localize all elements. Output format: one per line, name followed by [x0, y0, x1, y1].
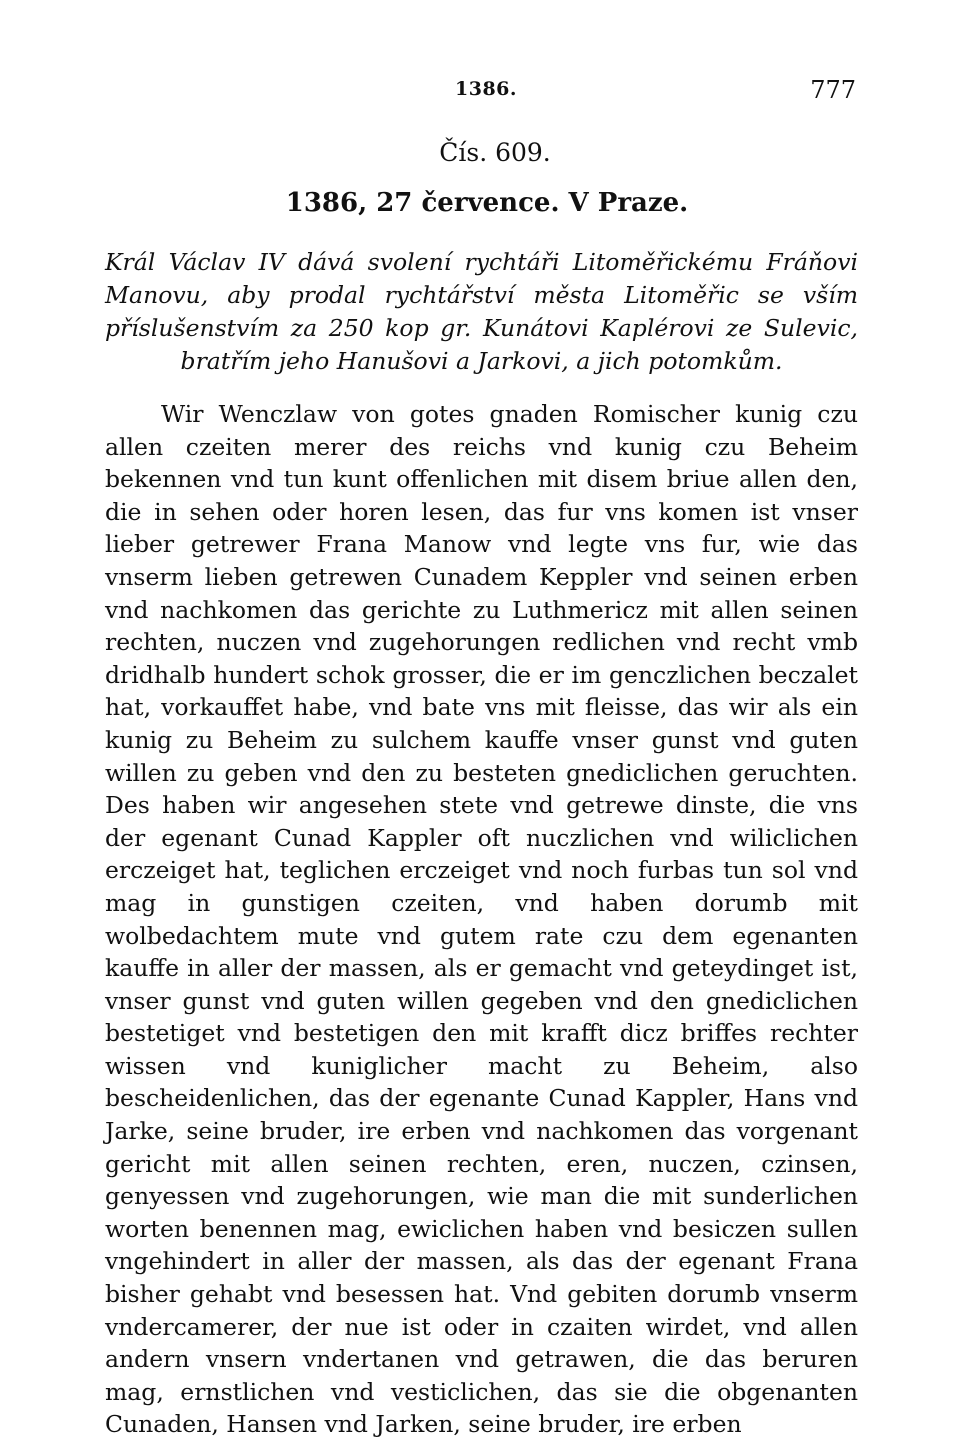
running-header-year: 1386. — [455, 78, 517, 100]
document-number: Čís. 609. — [439, 138, 551, 167]
document-body-text: Wir Wenczlaw von gotes gnaden Romischer kunig czu allen czeiten merer des reichs vnd kunig czu Beheim bekennen vnd tun kunt offenlichen mit disem briue allen den, die in sehen oder horen lesen, das fur vns komen ist vnser lieber getrewer Frana Manow vnd legte vns fur, wie das vnserm lieben getrewen Cunadem Keppler vnd seinen erben vnd nachkomen das gerichte zu Luthmericz mit allen seinen rechten, nuczen vnd zugehorungen redlichen vnd recht vmb dridhalb hundert schok grosser, die er im genczlichen beczalet hat, vorkauffet habe, vnd bate vns mit fleisse, das wir als ein kunig zu Beheim zu sulchem kauffe vnser gunst vnd guten willen zu geben vnd den zu besteten gnediclichen geruchten. Des haben wir angesehen stete vnd getrewe dinste, die vns der egenant Cunad Kappler oft nuczlichen vnd wiliclichen erczeiget hat, teglichen erczeiget vnd noch furbas tun sol vnd mag in gunstigen czeiten, vnd haben dorumb mit wolbedachtem mute vnd gutem rate czu dem egenanten kauffe in aller der massen, als er gemacht vnd geteydinget ist, vnser gunst vnd guten willen gegeben vnd den gnediclichen bestetiget vnd bestetigen den mit krafft dicz briffes rechter wissen vnd kuniglicher macht zu Beheim, also bescheidenlichen, das der egenante Cunad Kappler, Hans vnd Jarke, seine bruder, ire erben vnd nachkomen das vorgenant gericht mit allen seinen rechten, eren, nuczen, czinsen, genyessen vnd zugehorungen, wie man die mit sunderlichen worten benennen mag, ewiclichen haben vnd besiczen sullen vngehindert in aller der massen, als das der egenant Frana bisher gehabt vnd besessen hat. Vnd gebiten dorumb vnserm vndercamerer, der nue ist oder in czaiten wirdet, vnd allen andern vnsern vndertanen vnd getrawen, die das beruren mag, ernstlichen vnd vesticlichen, das sie die obgenanten Cunaden, Hansen vnd Jarken, seine bruder, ire erben — [105, 400, 858, 1439]
document-regest: Král Václav IV dává svolení rychtáři Litoměřickému Fráňovi Manovu, aby prodal rychtářství města Litoměřic se vším příslušenstvím za 250 kop gr. Kunátovi Kaplérovi ze Sulevic, bratřím jeho Hanušovi a Jarkovi, a jich potomkům. — [105, 248, 858, 375]
page-number: 777 — [810, 76, 856, 104]
document-date-place: 1386, 27 července. V Praze. — [285, 188, 689, 218]
